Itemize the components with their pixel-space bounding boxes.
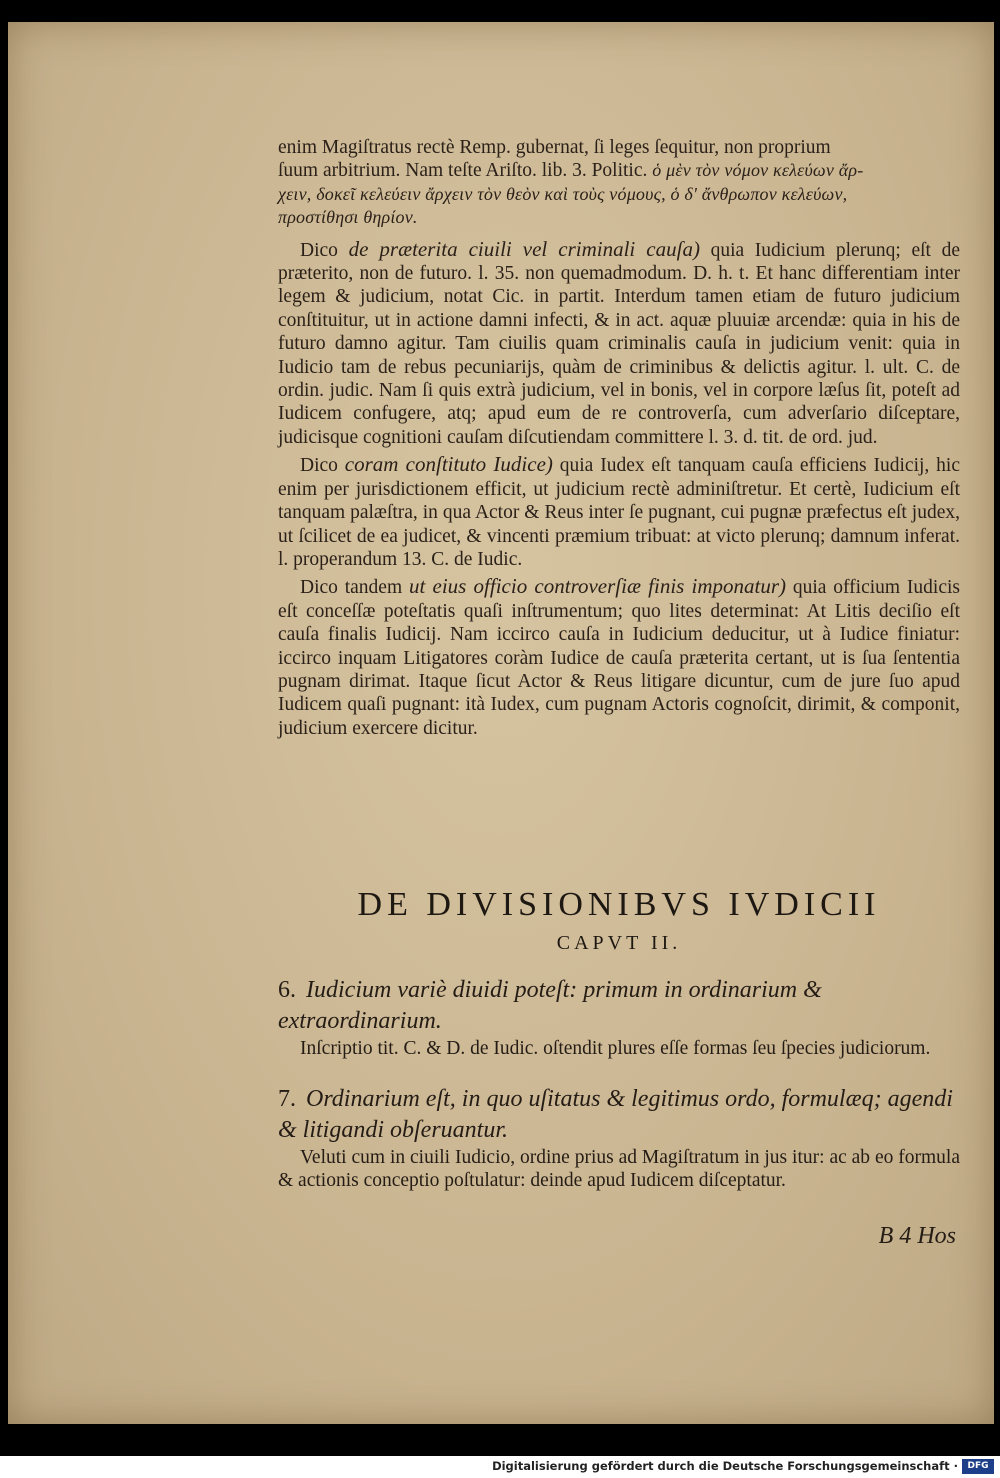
para3-italic: ut eius officio controverſiæ finis imponatur) — [408, 574, 787, 599]
section-7 — [278, 1084, 960, 1192]
greek-quote-3: προστίθησι θηρίον. — [278, 207, 418, 228]
para1-rest: quia Iudicium plerunq; eſt de præterito, non de futuro. l. 35. non quemadmodum. D. h. t. Et hanc differentiam inter legem & judicium, notat Cic. in partit. Interdum tamen etiam de futuro judicium conſtituitur, ut in actione damni infecti, & in act. aquæ pluuiæ arcendæ: quia in his de futuro damno agitur. Tam ciuilis quam criminalis cauſa in judicium venit: quia in Iudicio tam de rebus pecuniarijs, quàm de criminibus & delictis agitur. l. ult. C. de ordin. judic. Nam ſi quis extrà judicium, vel in bonis, vel in corpore læſus ſit, poteſt ad Iudicem confugere, atq; apud eum de re controverſa, cum adverſario diſceptare, judicisque cognitioni cauſam diſcutiendam committere l. 3. d. tit. de ord. jud. — [278, 239, 961, 448]
paragraph-officio — [278, 575, 960, 740]
paragraph-iudice — [278, 453, 960, 571]
section-7-number: 7. — [278, 1086, 296, 1112]
intro-line-2: ſuum arbitrium. Nam teſte Ariſto. lib. 3. Politic. — [278, 160, 653, 182]
para2-lead: Dico — [300, 455, 345, 477]
section-6-thesis — [278, 975, 960, 1037]
section-6-number: 6. — [278, 977, 296, 1003]
greek-quote-1: ὁ μὲν τὸν νόμον κελεύων ἄρ- — [652, 160, 864, 181]
footer-credit: Digitalisierung gefördert durch die Deutsche Forschungsgemeinschaft · — [492, 1459, 958, 1473]
chapter-heading: CAPVT II. — [556, 932, 682, 954]
section-6-thesis-text: Iudicium variè diuidi poteſt: primum in ordinarium & extraordinarium. — [278, 977, 822, 1034]
para2-rest: quia Iudex eſt tanquam cauſa efficiens Iudicij, hic enim per jurisdictionem efficit, ut judicium rectè adminiſtretur. Et certè, Iudicium eſt tanquam palæſtra, in qua Actor & Reus inter ſe pugnant, cui pugnæ præfectus eſt judex, ut ſcilicet de ea judicet, & vincenti præmium tribuat: at victo plerunq; damnum inferat. l. properandum 13. C. de Iudic. — [278, 455, 960, 570]
para3-lead: Dico tandem — [300, 577, 409, 599]
greek-quote-2: χειν, δοκεῖ κελεύειν ἄρχειν τὸν θεὸν καὶ τοὺς νόμους, ὁ δ' ἄνθρωπον κελεύων, — [278, 183, 848, 204]
para1-lead: Dico — [300, 239, 349, 261]
section-7-body: Veluti cum in ciuili Iudicio, ordine prius ad Magiſtratum in jus itur: ac ab eo formula & actionis conceptio poſtulatur: deinde apud Iudicem diſceptatur. — [278, 1147, 960, 1191]
section-7-thesis-text: Ordinarium eſt, in quo uſitatus & legitimus ordo, formulæq; agendi & litigandi obſeruantur. — [278, 1086, 953, 1143]
section-6 — [278, 975, 960, 1060]
catchword: B 4 Hos — [878, 1223, 956, 1249]
section-6-body: Inſcriptio tit. C. & D. de Iudic. oſtendit plures eſſe formas ſeu ſpecies judiciorum. — [300, 1038, 931, 1059]
para1-italic: de præterita ciuili vel criminali cauſa) — [348, 236, 700, 261]
main-text — [278, 136, 960, 740]
para2-italic: coram conſtituto Iudice) — [344, 452, 553, 477]
paragraph-praeterita — [278, 238, 960, 450]
dfg-logo: DFG — [962, 1459, 994, 1474]
section-7-thesis — [278, 1084, 960, 1146]
para3-rest: quia officium Iudicis eſt conceſſæ poteſtatis quaſi inſtrumentum; quo lites determinat: At Litis deciſio eſt cauſa finalis Iudicij. Nam iccirco cauſa in Iudicium deducitur, ut à Iudice finiatur: iccirco inquam Litigatores coràm Iudice de cauſa præterita certant, ut is ſua ſententia pugnam dirimat. Itaque ſicut Actor & Reus litigare dicuntur, cum de jure ſuo apud Iudicem quaſi pugnant: ità Iudex, cum pugnam Actoris cognoſcit, dirimit, & componit, judicium exercere dicitur. — [278, 577, 960, 739]
intro-line-1: enim Magiſtratus rectè Remp. gubernat, ſi leges ſequitur, non proprium — [278, 137, 831, 158]
section-heading: DE DIVISIONIBVS IVDICII — [357, 886, 881, 923]
intro-paragraph — [278, 136, 960, 230]
